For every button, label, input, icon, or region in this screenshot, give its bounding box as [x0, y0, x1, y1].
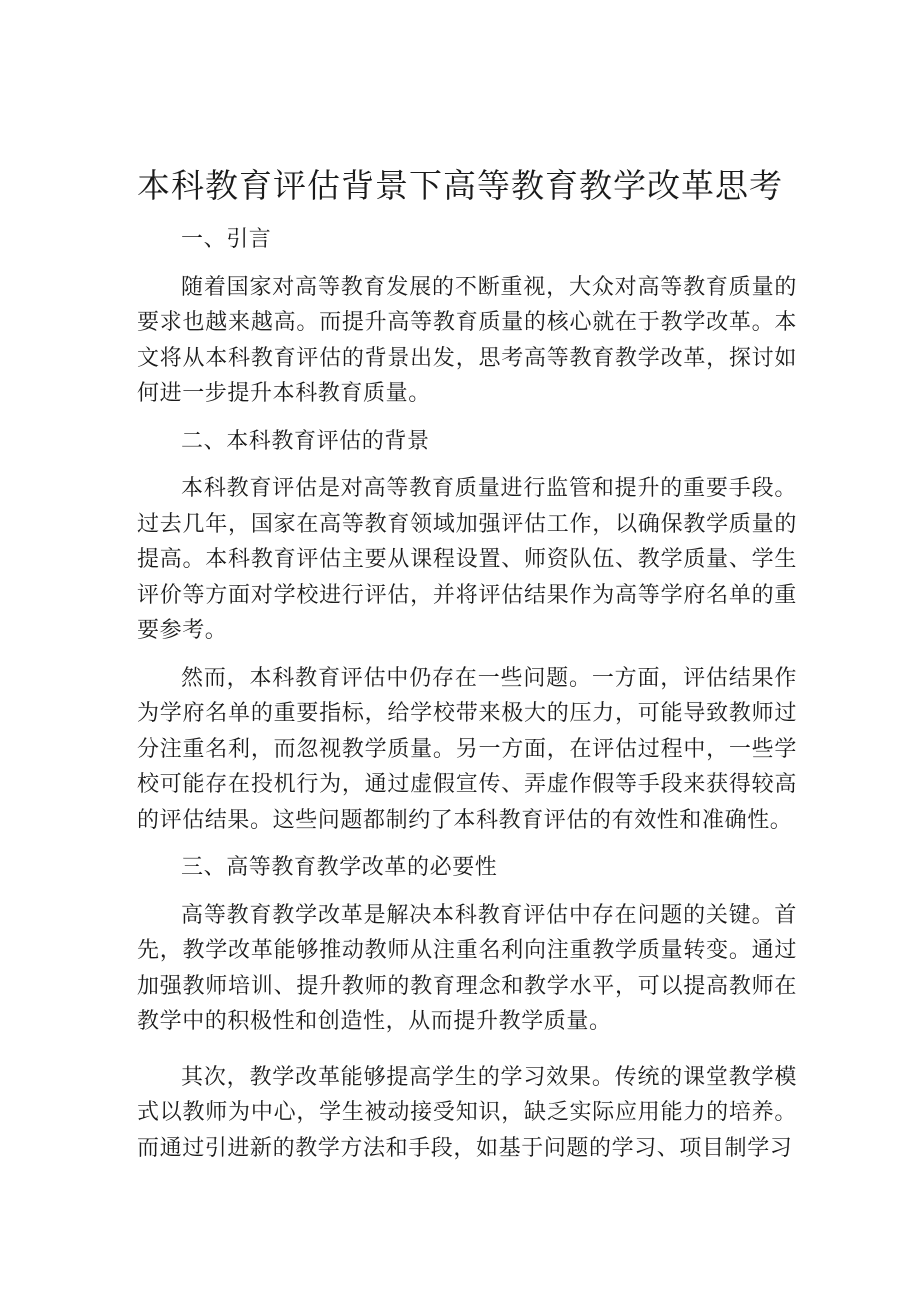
paragraph-necessity-2: 其次，教学改革能够提高学生的学习效果。传统的课堂教学模式以教师为中心，学生被动接受知识，缺乏实际应用能力的培养。而通过引进新的教学方法和手段，如基于问题的学习、项目制学习 — [137, 1064, 797, 1161]
document-body — [137, 222, 797, 1178]
section-heading-background: 二、本科教育评估的背景 — [181, 428, 430, 454]
paragraph-necessity-1: 高等教育教学改革是解决本科教育评估中存在问题的关键。首先，教学改革能够推动教师从注重名利向注重教学质量转变。通过加强教师培训、提升教师的教育理念和教学水平，可以提高教师在教学中的积极性和创造性，从而提升教学质量。 — [137, 902, 797, 1034]
section-heading-intro: 一、引言 — [181, 227, 272, 252]
document-title: 本科教育评估背景下高等教育教学改革思考 — [137, 166, 783, 205]
paragraph-background-1: 本科教育评估是对高等教育质量进行监管和提升的重要手段。过去几年，国家在高等教育领域加强评估工作，以确保教学质量的提高。本科教育评估主要从课程设置、师资队伍、教学质量、学生评价等方面对学校进行评估，并将评估结果作为高等学府名单的重要参考。 — [137, 476, 797, 643]
paragraph-intro: 随着国家对高等教育发展的不断重视，大众对高等教育质量的要求也越来越高。而提升高等教育质量的核心就在于教学改革。本文将从本科教育评估的背景出发，思考高等教育教学改革，探讨如何进一步提升本科教育质量。 — [137, 274, 797, 406]
paragraph-background-2: 然而，本科教育评估中仍存在一些问题。一方面，评估结果作为学府名单的重要指标，给学校带来极大的压力，可能导致教师过分注重名利，而忽视教学质量。另一方面，在评估过程中，一些学校可能存在投机行为，通过虚假宣传、弄虚作假等手段来获得较高的评估结果。这些问题都制约了本科教育评估的有效性和准确性。 — [137, 665, 797, 833]
section-heading-necessity: 三、高等教育教学改革的必要性 — [181, 855, 498, 880]
